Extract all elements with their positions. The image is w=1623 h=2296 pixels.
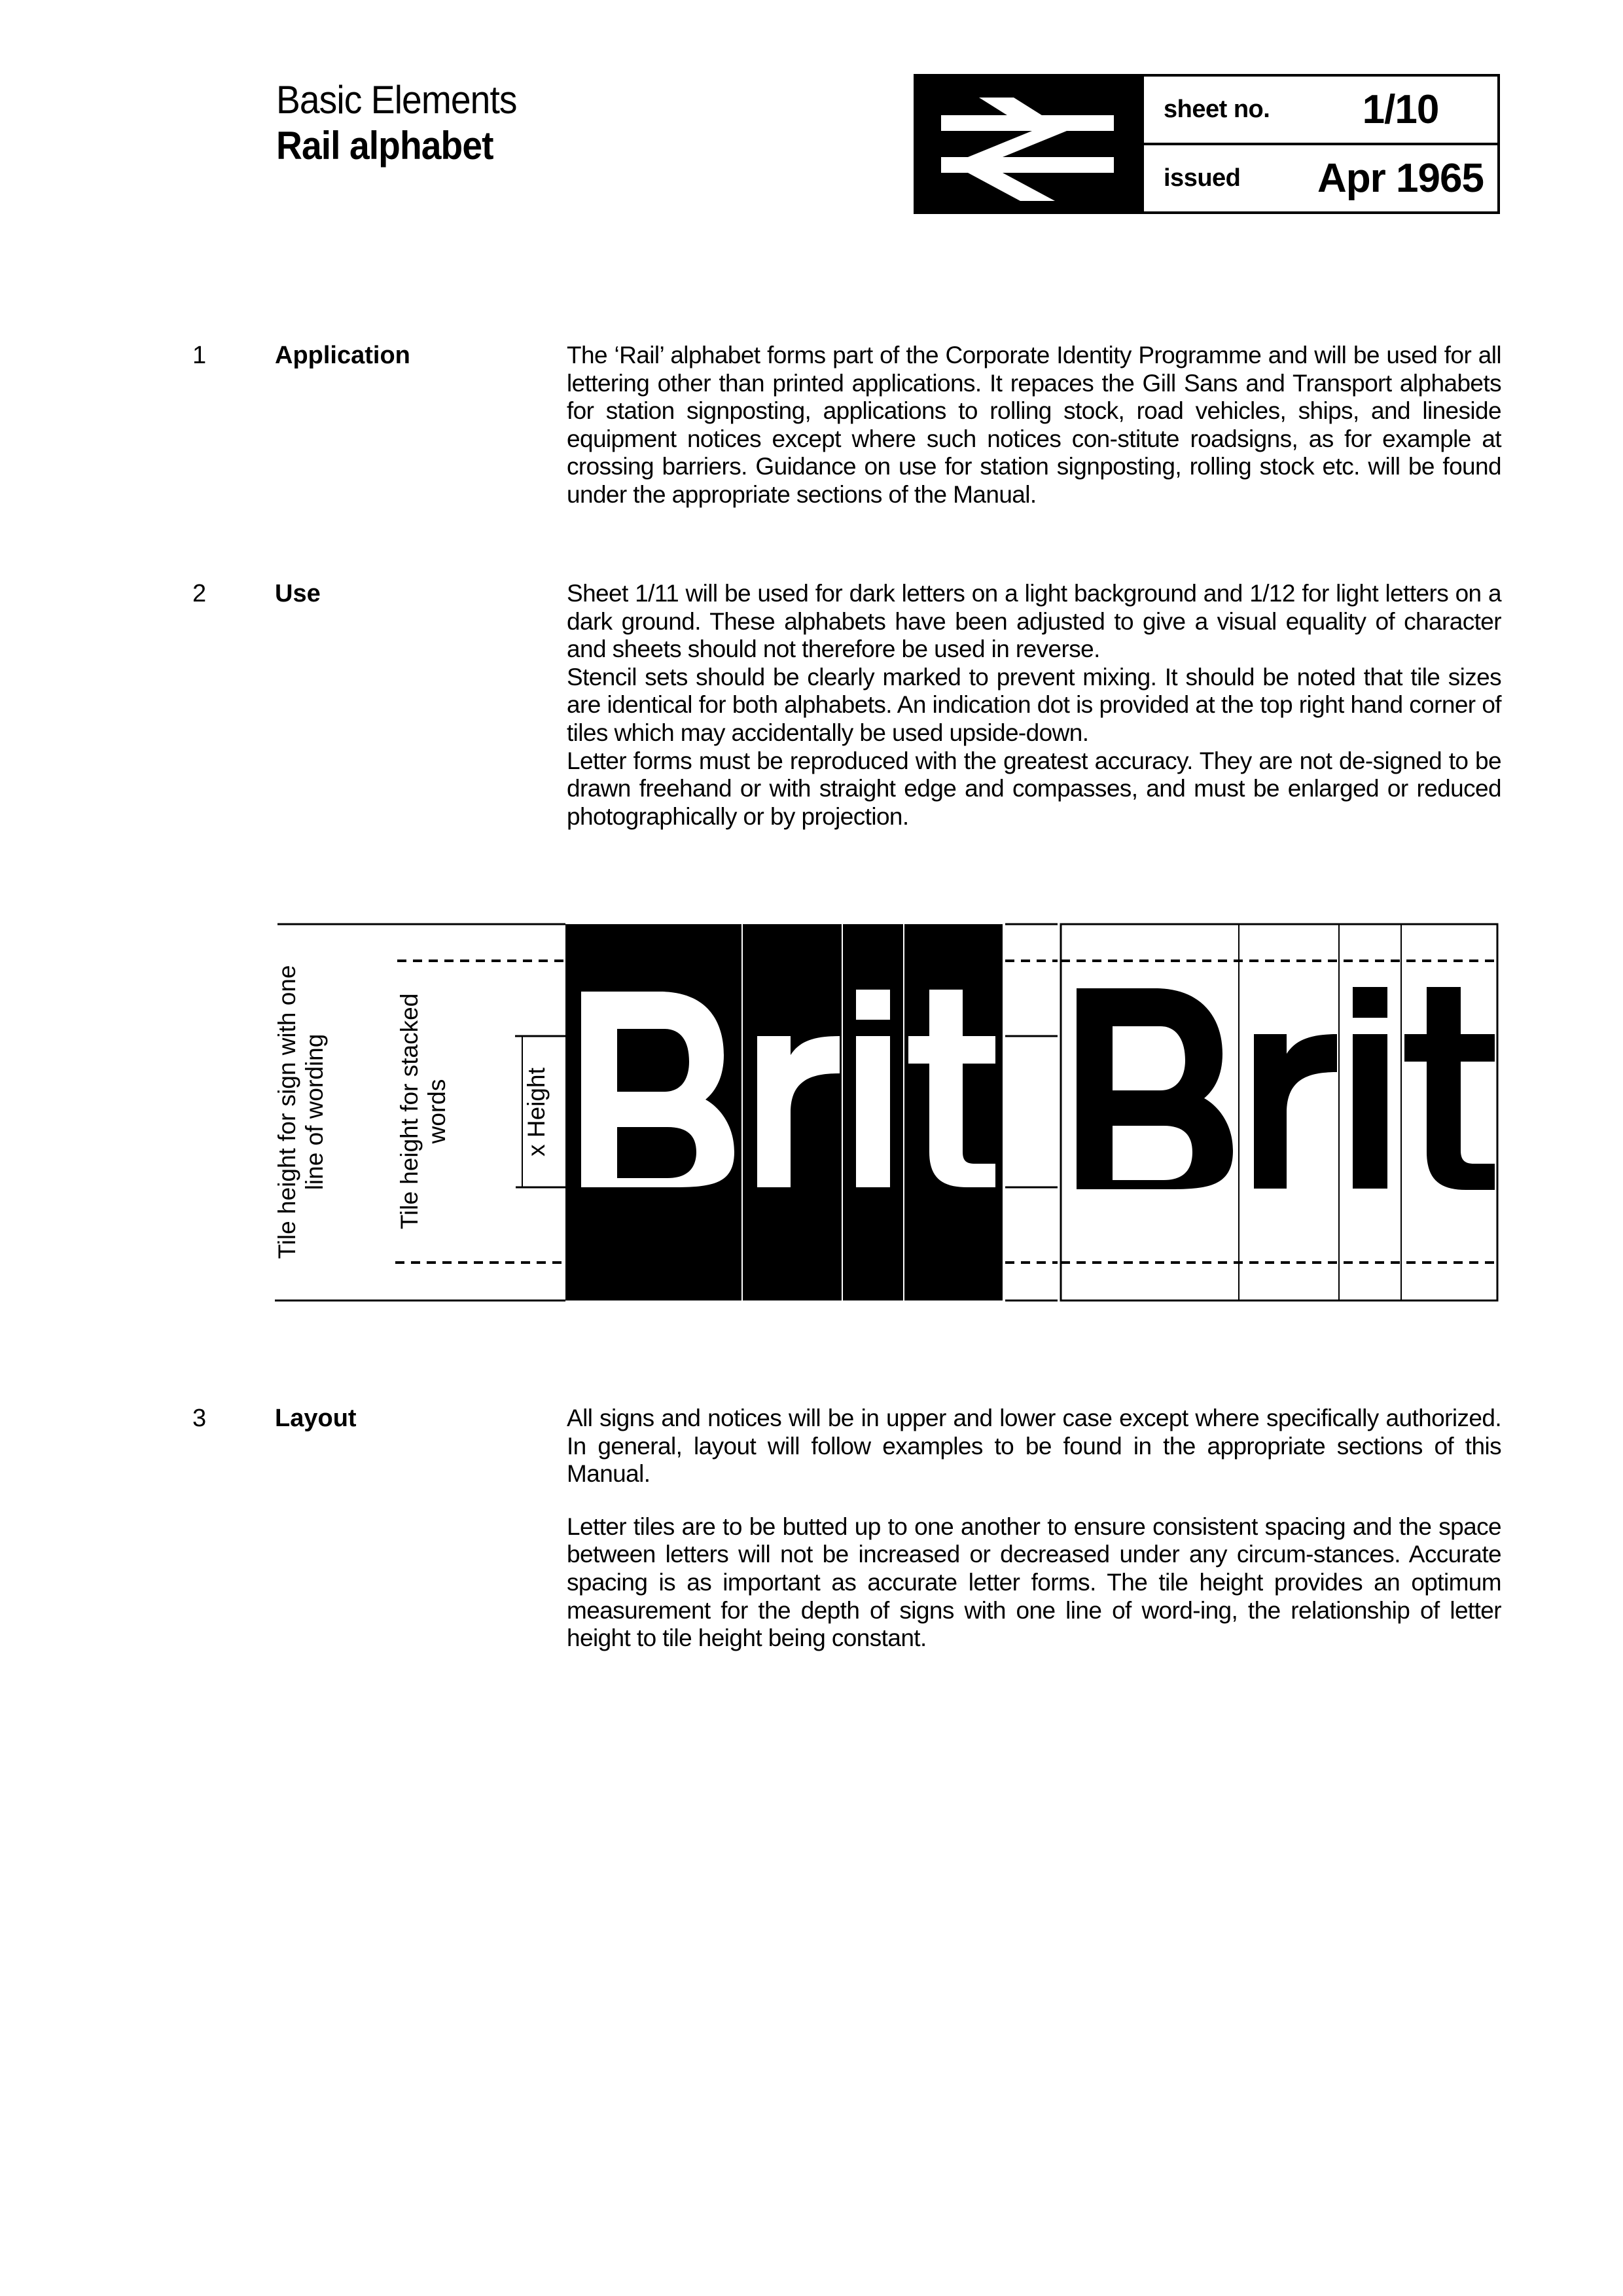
label-line: Tile height for sign with one <box>274 965 300 1259</box>
paragraph: Sheet 1/11 will be used for dark letters on a light background and 1/12 for light letters on a dark ground. These alphabets have been adjusted to give a visual equality of character and sheets should not therefore be used in reverse. <box>567 580 1501 663</box>
paragraph: Letter tiles are to be butted up to one another to ensure consistent spacing and the space between letters will not be increased or decreased under any circum-stances. Accurate spacing is as important as accurate letter forms. The tile height provides an optimum measurement for the depth of signs with one line of word-ing, the relationship of letter height to tile height being constant. <box>567 1513 1501 1652</box>
paragraph: All signs and notices will be in upper and lower case except where specifically authorized. In general, layout will follow examples to be found in the appropriate sections of this Manual. <box>567 1405 1501 1488</box>
letter-r-light <box>757 1036 840 1187</box>
letter-i-dot-dark <box>1353 987 1387 1018</box>
sheet-number-label: sheet no. <box>1144 77 1321 143</box>
section-number: 3 <box>192 1405 207 1432</box>
light-letters <box>581 990 995 1187</box>
letter-t-dark <box>1404 987 1495 1190</box>
section-heading-application: Application <box>275 342 410 369</box>
section-body-use <box>567 580 1501 831</box>
section-number: 2 <box>192 580 207 607</box>
dark-letters <box>1077 987 1495 1190</box>
label-line: Tile height for stacked <box>396 993 423 1230</box>
section-heading-use: Use <box>275 580 321 607</box>
label-tile-height-single-line <box>274 929 329 1295</box>
letter-t-light <box>908 990 995 1187</box>
document-title: Rail alphabet <box>276 124 493 168</box>
letter-r-dark <box>1254 1034 1337 1189</box>
letter-B-light <box>581 992 734 1187</box>
label-line: line of wording <box>301 1033 328 1191</box>
label-line: words <box>423 1079 450 1144</box>
paragraph: The ‘Rail’ alphabet forms part of the Corporate Identity Programme and will be used for all lettering other than printed applications. It repaces the Gill Sans and Transport alphabets for station signposting, applications to rolling stock, road vehicles, ships, and lineside equipment notices except where such notices con-stitute roadsigns, as for example at crossing barriers. Guidance on use for station signposting, rolling stock etc. will be found under the appropriate sections of the Manual. <box>567 342 1501 508</box>
dark-tile-i <box>842 924 904 1300</box>
section-heading-layout: Layout <box>275 1405 357 1432</box>
issued-date-value: Apr 1965 <box>1304 145 1497 211</box>
letter-i-dot-light <box>856 990 890 1020</box>
dark-tile-B <box>565 924 742 1300</box>
sheet-number-value: 1/10 <box>1304 77 1497 143</box>
paragraph: Letter forms must be reproduced with the greatest accuracy. They are not de-signed to be drawn freehand or with straight edge and compasses, and must be enlarged or reduced photographically or by projection. <box>567 747 1501 830</box>
paragraph: Stencil sets should be clearly marked to prevent mixing. It should be noted that tile sizes are identical for both alphabets. An indication dot is provided at the top right hand corner of tiles which may accidentally be used upside-down. <box>567 663 1501 746</box>
letter-i-stem-dark <box>1353 1034 1387 1189</box>
issued-label: issued <box>1144 145 1321 211</box>
document-category: Basic Elements <box>276 78 517 122</box>
light-tiles-frame <box>1061 924 1497 1300</box>
letter-i-stem-light <box>856 1036 890 1187</box>
sheet-info-box <box>914 74 1500 214</box>
dark-tile-r <box>742 924 842 1300</box>
section-body-application <box>567 342 1501 509</box>
dark-tile-t <box>904 924 1003 1300</box>
british-rail-double-arrow-icon <box>914 74 1141 214</box>
label-tile-height-stacked <box>396 980 451 1242</box>
section-body-layout <box>567 1405 1501 1653</box>
label-x-height: x Height <box>523 1067 550 1157</box>
section-number: 1 <box>192 342 207 369</box>
letter-B-dark <box>1077 988 1233 1189</box>
